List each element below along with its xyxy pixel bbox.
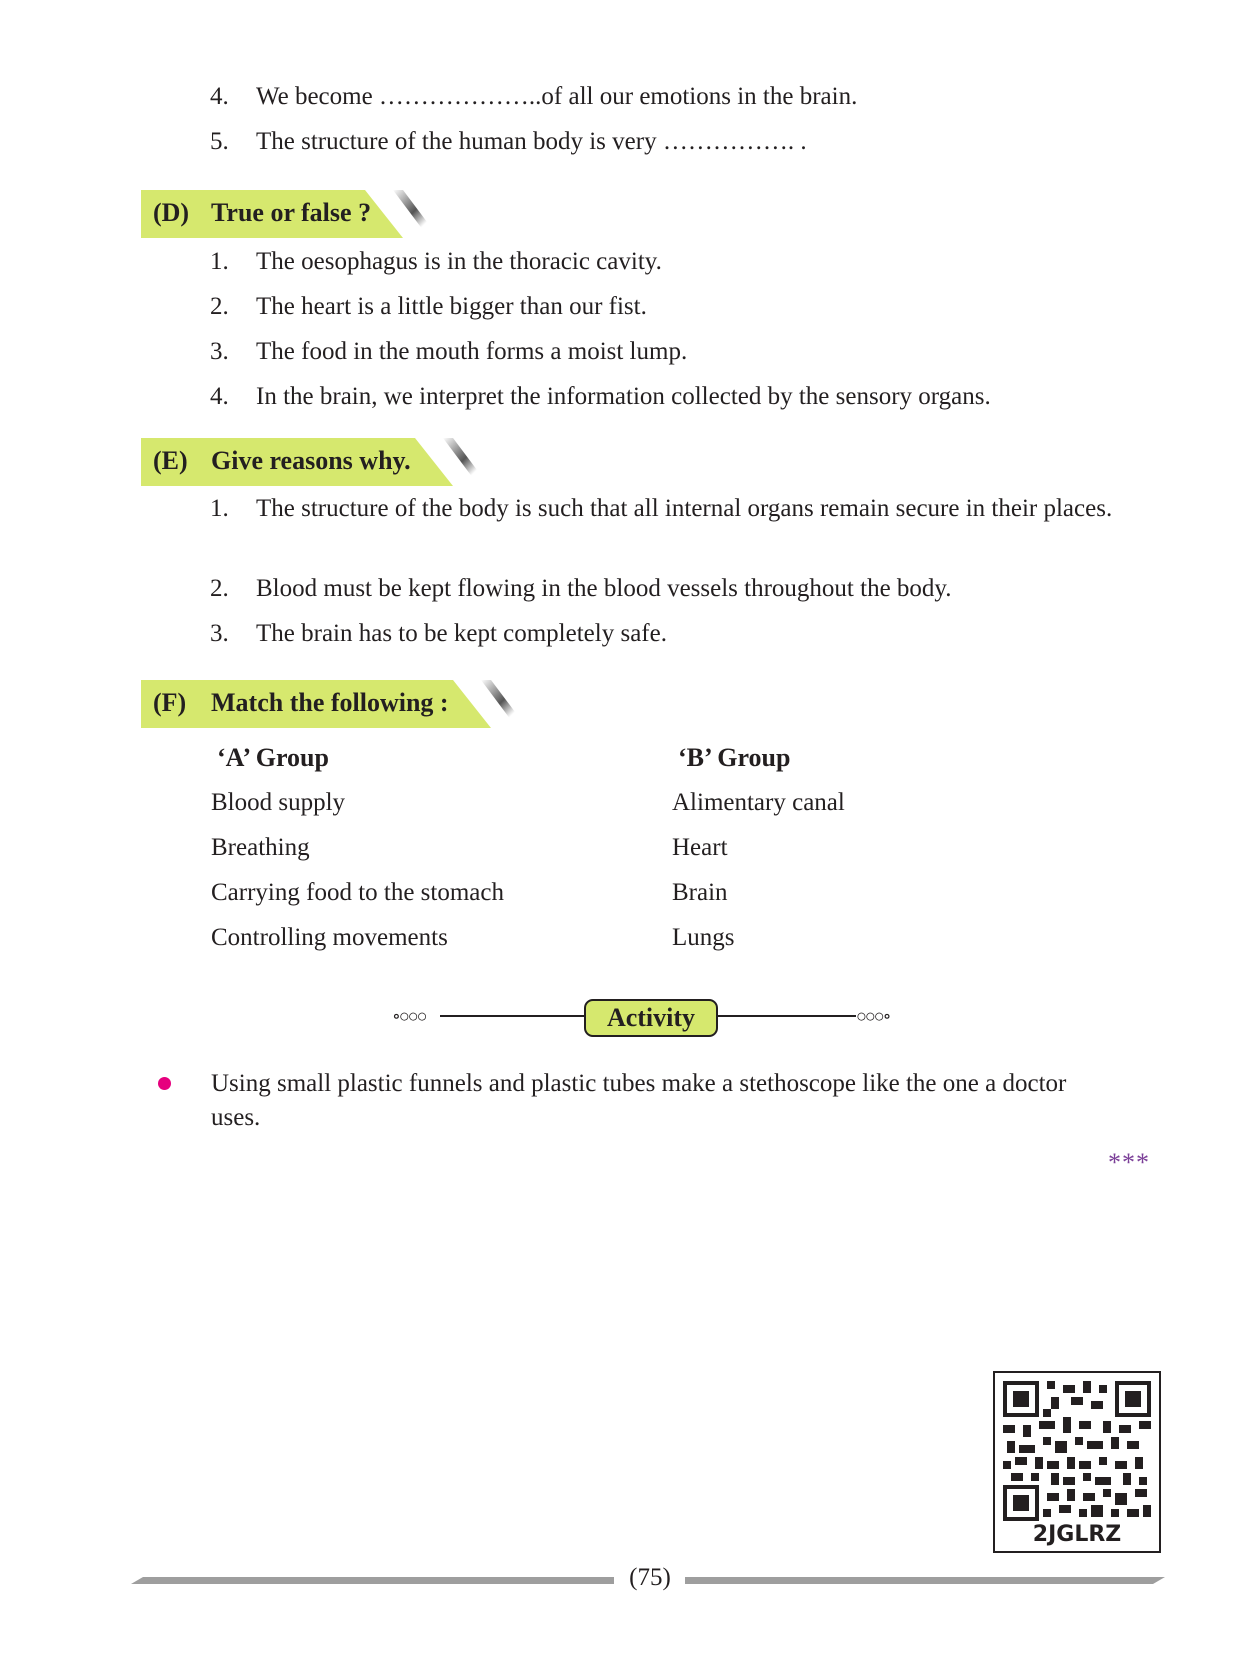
item-text: In the brain, we interpret the information collected by the sensory organs.: [256, 383, 991, 410]
section-letter: (D): [153, 198, 190, 227]
section-letter: (E): [153, 446, 188, 475]
item-number: 4.: [210, 83, 229, 110]
decorative-rings-right-icon: ○○○∘: [856, 1006, 890, 1026]
section-title: Give reasons why.: [211, 446, 411, 475]
group-b-item: Brain: [672, 879, 728, 906]
item-text: The heart is a little bigger than our fist.: [256, 293, 647, 320]
bullet-icon: [158, 1077, 171, 1090]
item-number: 4.: [210, 383, 229, 410]
reason-item: [0, 619, 1240, 649]
section-letter: (F): [153, 688, 187, 717]
item-number: 3.: [210, 620, 229, 647]
activity-text: Using small plastic funnels and plastic tubes make a stethoscope like the one a doctor uses.: [211, 1070, 1067, 1131]
group-a-item: Breathing: [211, 834, 310, 861]
activity-divider-right: [716, 1015, 856, 1017]
reason-item: [0, 574, 1240, 604]
item-number: 2.: [210, 293, 229, 320]
decorative-rings-left-icon: ∘○○○: [392, 1006, 426, 1026]
group-a-heading: ‘A’ Group: [217, 743, 329, 772]
qr-code[interactable]: [993, 1371, 1161, 1553]
section-d-heading: [141, 190, 441, 238]
item-number: 1.: [210, 248, 229, 275]
end-mark: ***: [1108, 1148, 1150, 1177]
section-f-heading: [141, 680, 531, 728]
item-text: The food in the mouth forms a moist lump.: [256, 338, 688, 365]
section-title: Match the following :: [211, 688, 449, 717]
group-a-item: Controlling movements: [211, 924, 448, 951]
true-false-item: [0, 247, 1240, 277]
activity-label: Activity: [584, 999, 718, 1037]
qr-code-label: 2JGLRZ: [1032, 1522, 1122, 1547]
footer-rule-right: [685, 1577, 1165, 1584]
group-a-item: Blood supply: [211, 789, 346, 816]
group-b-heading: ‘B’ Group: [678, 743, 791, 772]
item-number: 5.: [210, 128, 229, 155]
qr-code-icon: [1003, 1381, 1151, 1521]
true-false-item: [0, 337, 1240, 367]
page-number: (75): [629, 1564, 671, 1591]
item-text: Blood must be kept flowing in the blood vessels throughout the body.: [256, 575, 952, 602]
section-e-heading: [141, 438, 491, 486]
fill-blank-item: [0, 127, 1240, 157]
item-number: 2.: [210, 575, 229, 602]
footer-rule-left: [131, 1577, 614, 1584]
item-number: 3.: [210, 338, 229, 365]
true-false-item: [0, 292, 1240, 322]
section-title: True or false ?: [211, 198, 372, 227]
true-false-item: [0, 382, 1240, 412]
item-text: The oesophagus is in the thoracic cavity.: [256, 248, 662, 275]
item-text: The structure of the body is such that all internal organs remain secure in their places.: [256, 495, 1113, 522]
activity-divider-left: [440, 1015, 586, 1017]
fill-blank-item: [0, 82, 1240, 112]
reason-item: [0, 494, 1240, 558]
group-b-item: Heart: [672, 834, 728, 861]
item-text: We become ………………..of all our emotions in the brain.: [256, 83, 858, 110]
item-text: The structure of the human body is very ……………. .: [256, 128, 807, 155]
item-text: The brain has to be kept completely safe.: [256, 620, 667, 647]
group-b-item: Alimentary canal: [672, 789, 845, 816]
item-number: 1.: [210, 495, 229, 522]
group-b-item: Lungs: [672, 924, 735, 951]
group-a-item: Carrying food to the stomach: [211, 879, 504, 906]
